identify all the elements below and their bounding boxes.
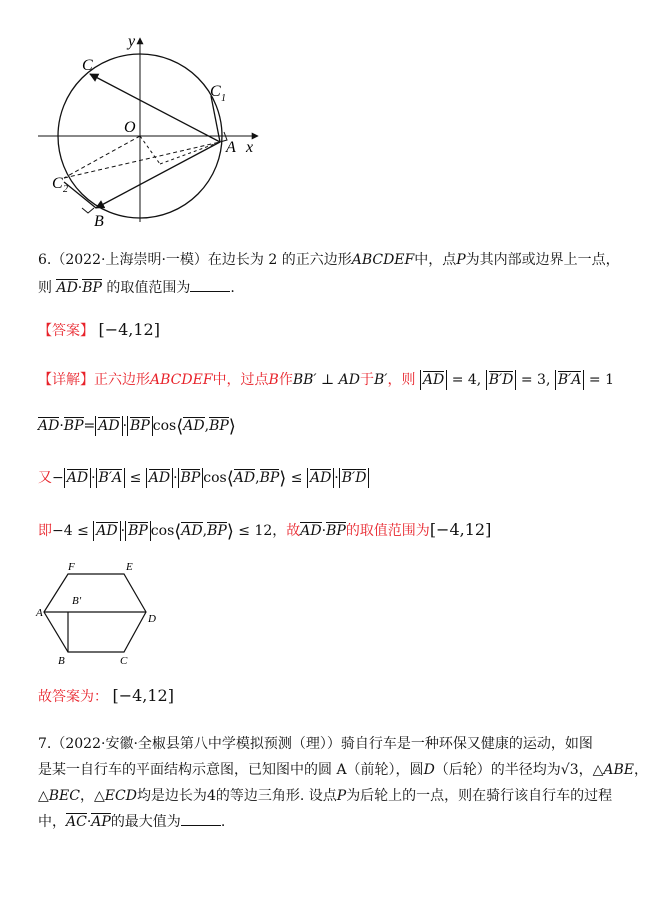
segment-C2A: [64, 142, 220, 178]
label-x: x: [246, 139, 254, 156]
final-answer-line: [38, 686, 174, 707]
segment-mid-dash: [140, 136, 160, 164]
hex-label-A: A: [36, 607, 43, 619]
answer-value: [−4,12]: [98, 320, 160, 339]
formula-3: 即−4 ≤ AD · BP cos⟨AD,BP⟩ ≤ 12，故AD·BP的取值范围为[−4,12]: [38, 520, 492, 542]
segment-BC2: [64, 182, 96, 208]
q7-line-4: 中，AC·AP的最大值为 .: [38, 814, 226, 830]
label-C1-sub: 1: [221, 93, 226, 104]
answer-blank: [190, 279, 230, 292]
hex-label-E: E: [126, 561, 133, 573]
q6-line-2: 则 AD·BP 的取值范围为 .: [38, 280, 235, 296]
vector-AB: [96, 142, 220, 208]
hex-label-C: C: [120, 655, 128, 667]
right-angle-mark-C2: [82, 208, 94, 213]
q7-number: 7.: [38, 736, 52, 752]
q7-line-3: △BEC，△ECD均是边长为4的等边三角形. 设点P为后轮上的一点，则在骑行该自行车的过程: [38, 788, 613, 804]
label-O: O: [124, 119, 136, 136]
circle-figure: [20, 30, 270, 230]
answer-line: [38, 320, 160, 341]
final-answer-value: [−4,12]: [112, 686, 174, 705]
label-C2-sub: 2: [63, 184, 68, 195]
detail-label: 【详解】: [38, 372, 94, 388]
label-C2: C: [52, 175, 63, 192]
answer-label: 【答案】: [38, 323, 94, 339]
label-A: A: [226, 139, 236, 156]
q7-line-2: 是某一自行车的平面结构示意图，已知图中的圆 A（前轮），圆D（后轮）的半径均为√3，△ABE，: [38, 762, 648, 778]
q6-line-1: 6.（2022·上海崇明·一模）在边长为 2 的正六边形ABCDEF中，点P为其内部或边界上一点，: [38, 252, 620, 268]
segment-mid-dash-2: [160, 142, 220, 164]
q7-answer-blank: [181, 813, 221, 826]
detail-line: 【详解】正六边形ABCDEF中，过点B作BB′ ⊥ AD于B′，则 AD = 4, B′D = 3, B′A = 1: [38, 372, 614, 388]
label-C: C: [82, 57, 93, 74]
q6-source: （2022·上海崇明·一模）: [51, 252, 208, 268]
formula-2: 又− AD · B′A ≤ AD · BP cos⟨AD,BP⟩ ≤ AD · B′D: [38, 468, 369, 489]
label-y: y: [128, 33, 136, 50]
label-B: B: [94, 213, 104, 230]
q7-line-1: 7.（2022·安徽·全椒县第八中学模拟预测（理））骑自行车是一种环保又健康的运动，如图: [38, 736, 593, 752]
final-answer-label: 故答案为：: [38, 689, 108, 705]
vector-AC: [90, 74, 220, 142]
hex-label-D: D: [148, 613, 156, 625]
hex-label-F: F: [68, 561, 75, 573]
hexagon: [44, 574, 146, 652]
hex-label-B: B: [58, 655, 65, 667]
label-C1: C: [210, 83, 221, 100]
segment-OC2: [64, 136, 140, 178]
hexagon-figure: [34, 560, 164, 670]
formula-1: AD·BP= AD · BP cos⟨AD,BP⟩: [38, 416, 236, 437]
q6-number: 6.: [38, 252, 52, 268]
hex-label-Bp: B′: [72, 595, 82, 607]
